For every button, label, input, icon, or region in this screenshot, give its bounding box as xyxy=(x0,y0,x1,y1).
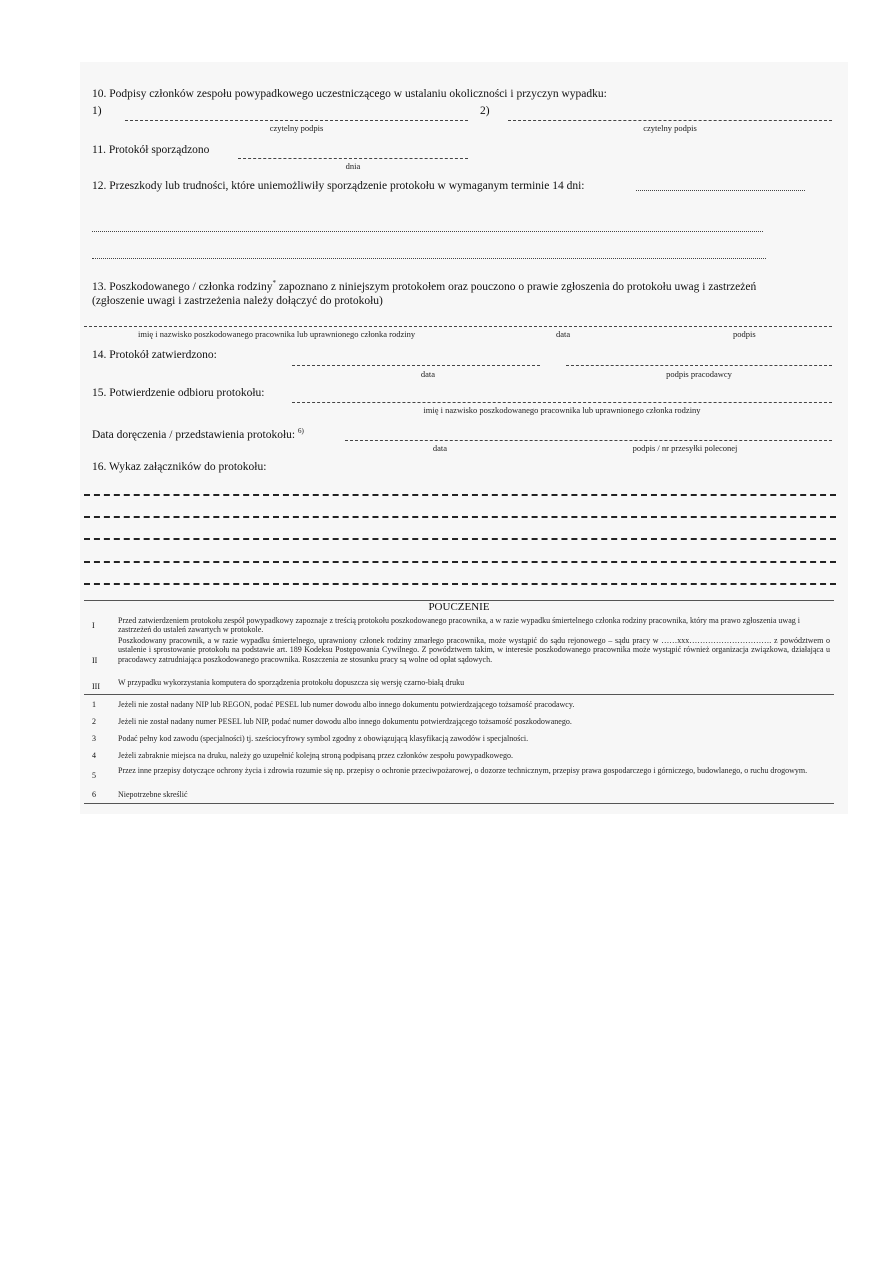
footnote-text: Niepotrzebne skreślić xyxy=(118,790,188,799)
footnote-text: Jeżeli nie został nadany numer PESEL lub NIP, podać numer dowodu albo innego dokumentu potwierdzającego tożsamość poszkodowanego. xyxy=(118,717,572,726)
section-16-label: 16. Wykaz załączników do protokołu: xyxy=(92,461,267,473)
pouczenie-title: POUCZENIE xyxy=(428,601,490,613)
footnote-num: 5 xyxy=(92,771,96,780)
section-10-title: 10. Podpisy członków zespołu powypadkowego uczestniczącego w ustalaniu okoliczności i przyczyn wypadku: xyxy=(92,88,607,100)
acknowledgement-name-caption: imię i nazwisko poszkodowanego pracownika lub uprawnionego członka rodziny xyxy=(138,329,416,339)
footnote-text: Jeżeli nie został nadany NIP lub REGON, podać PESEL lub numer dowodu albo innego dokumentu potwierdzającego tożsamość pracodawcy. xyxy=(118,700,575,709)
attachment-line-3[interactable] xyxy=(84,538,836,540)
section-13-text xyxy=(92,276,827,308)
approval-signature-line[interactable] xyxy=(566,365,832,366)
approval-date-line[interactable] xyxy=(292,365,540,366)
section-15-label: 15. Potwierdzenie odbioru protokołu: xyxy=(92,387,265,399)
pouczenie-num: II xyxy=(92,656,98,665)
footnote-text: Przez inne przepisy dotyczące ochrony życia i zdrowia rozumie się np. przepisy o ochronie przeciwpożarowej, o dozorze technicznym, przepisy prawa gospodarczego i górniczego, budowlanego, o ruchu drogowym. xyxy=(118,766,808,775)
section-13-text-a: 13. Poszkodowanego / członka rodziny xyxy=(92,280,273,293)
signature-2-number: 2) xyxy=(480,105,490,117)
section-12-label: 12. Przeszkody lub trudności, które uniemożliwiły sporządzenie protokołu w wymaganym terminie 14 dni: xyxy=(92,180,585,192)
signature-2-line[interactable] xyxy=(508,120,832,121)
section-14-label: 14. Protokół zatwierdzono: xyxy=(92,349,217,361)
receipt-caption: imię i nazwisko poszkodowanego pracownika lub uprawnionego członka rodziny xyxy=(423,405,701,415)
protocol-date-line[interactable] xyxy=(238,158,468,159)
approval-date-caption: data xyxy=(420,369,436,379)
footnote-num: 6 xyxy=(92,790,96,799)
section-11-label: 11. Protokół sporządzono xyxy=(92,144,210,156)
approval-signature-caption: podpis pracodawcy xyxy=(666,369,732,379)
footnote-num: 2 xyxy=(92,717,96,726)
attachment-line-4[interactable] xyxy=(84,561,836,563)
footnote-text: Podać pełny kod zawodu (specjalności) tj. sześciocyfrowy symbol zgodny z obowiązującą klasyfikacją zawodów i specjalności. xyxy=(118,734,529,743)
footnote-num: 4 xyxy=(92,751,96,760)
attachment-line-2[interactable] xyxy=(84,516,836,518)
delivery-date-caption: data xyxy=(432,443,448,453)
acknowledgement-date-caption: data xyxy=(556,329,571,339)
obstacles-line-2[interactable] xyxy=(92,231,763,232)
delivery-signature-caption: podpis / nr przesyłki poleconej xyxy=(632,443,738,453)
pouczenie-text: Poszkodowany pracownik, a w razie wypadku śmiertelnego, uprawniony członek rodziny zmarłego pracownika, może wystąpić do sądu rejonowego – sądu pracy w ……xxx…………………………. z powództwem o ustalenie i sprostowanie protokołu na podstawie art. 189 Kodeksu Postępowania Cywilnego. Z powództwem takim, w interesie poszkodowanego pracownika może wystąpić również organizacja związkowa, działająca u pracodawcy zatrudniająca poszkodowanego pracownika. Roszczenia ze stosunku pracy są wolne od opłat sądowych. xyxy=(118,636,830,664)
attachment-line-1[interactable] xyxy=(84,494,836,496)
delivery-line[interactable] xyxy=(345,440,832,441)
attachment-line-5[interactable] xyxy=(84,583,836,585)
footnote-text: Jeżeli zabraknie miejsca na druku, należy go uzupełnić kolejną stroną podpisaną przez członków zespołu powypadkowego. xyxy=(118,751,513,760)
bottom-rule xyxy=(84,803,834,804)
delivery-label-text: Data doręczenia / przedstawienia protokołu: xyxy=(92,428,296,441)
signature-2-caption: czytelny podpis xyxy=(643,123,697,133)
section-13-line2: (zgłoszenie uwagi i zastrzeżenia należy dołączyć do protokołu) xyxy=(92,294,383,307)
pouczenie-num: I xyxy=(92,621,95,630)
footnote-num: 3 xyxy=(92,734,96,743)
section-13-text-b: zapoznano z niniejszym protokołem oraz pouczono o prawie zgłoszenia do protokołu uwag i zastrzeżeń xyxy=(275,280,757,293)
signature-1-line[interactable] xyxy=(125,120,468,121)
acknowledgement-signature-caption: podpis xyxy=(733,329,756,339)
obstacles-line-1[interactable] xyxy=(636,190,805,191)
obstacles-line-3[interactable] xyxy=(92,258,766,259)
signature-1-number: 1) xyxy=(92,105,102,117)
footnote-num: 1 xyxy=(92,700,96,709)
receipt-line[interactable] xyxy=(292,402,832,403)
acknowledgement-line[interactable] xyxy=(84,326,832,327)
signature-1-caption: czytelny podpis xyxy=(269,123,324,133)
delivery-label xyxy=(92,424,304,442)
pouczenie-num: III xyxy=(92,682,100,691)
delivery-footnote-marker: 6) xyxy=(297,427,304,435)
pouczenie-text: W przypadku wykorzystania komputera do sporządzenia protokołu dopuszcza się wersję czarno-białą druku xyxy=(118,678,465,687)
protocol-date-caption: dnia xyxy=(345,161,361,171)
footnotes-rule xyxy=(84,694,834,695)
footnote-marker: * xyxy=(272,279,276,287)
pouczenie-text: Przed zatwierdzeniem protokołu zespół powypadkowy zapoznaje z treścią protokołu poszkodowanego pracownika, a w razie wypadku śmiertelnego członka rodziny pracownika, który ma prawo zgłoszenia uwag i zastrzeżeń do ustaleń zawartych w protokole. xyxy=(118,616,800,635)
